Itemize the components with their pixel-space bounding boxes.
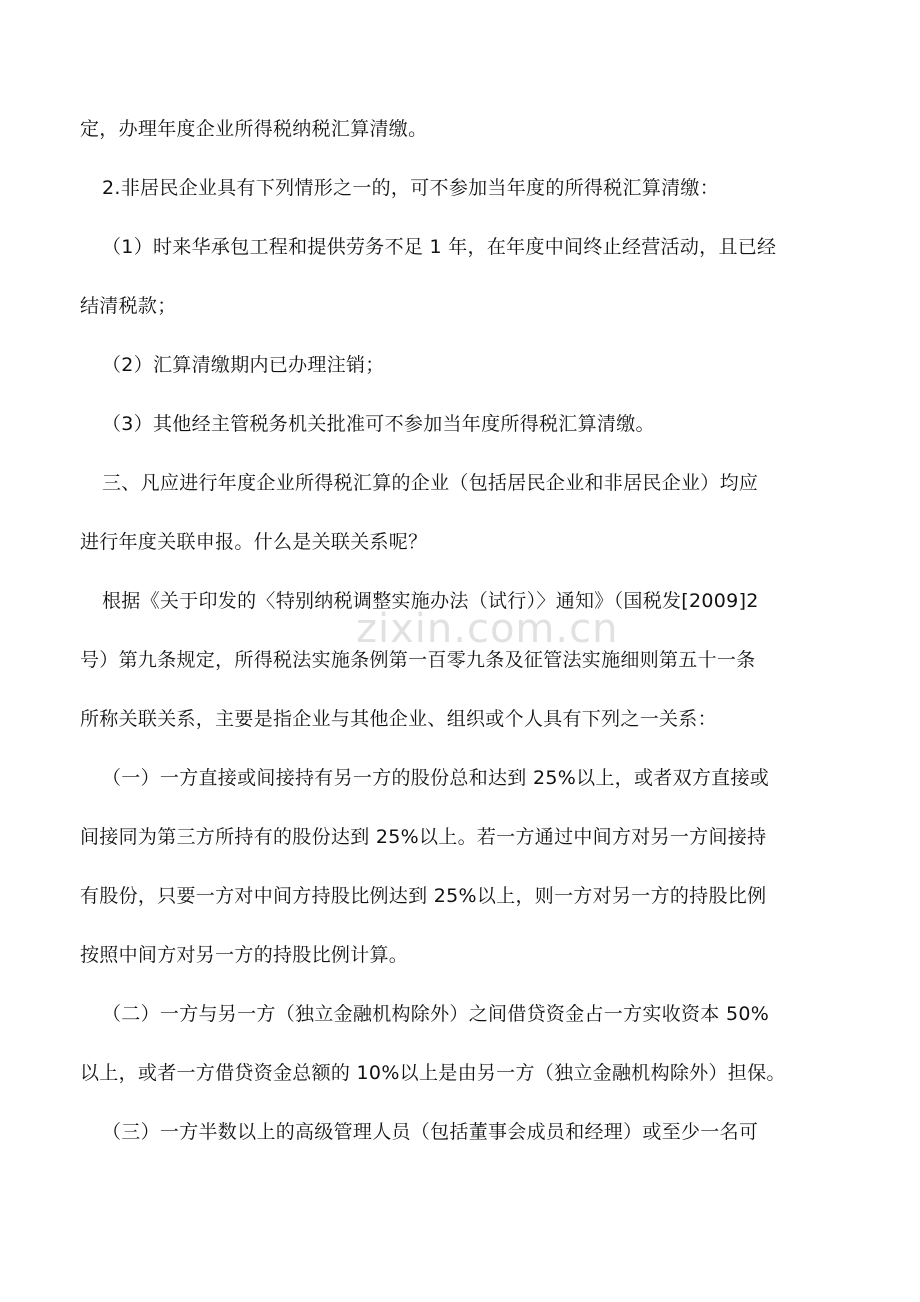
paragraph-5: [80, 409, 842, 439]
text-line: 根据《关于印发的〈特别纳税调整实施办法（试行）〉通知》（国税发[2009]2: [102, 590, 759, 612]
text-line: 三、凡应进行年度企业所得税汇算的企业（包括居民企业和非居民企业）均应: [102, 472, 759, 494]
text-line: 定，办理年度企业所得税纳税汇算清缴。: [80, 118, 428, 140]
watermark: zixin.com.cn: [356, 606, 619, 652]
text-line: 号）第九条规定，所得税法实施条例第一百零九条及征管法实施细则第五十一条: [80, 649, 756, 671]
text-line: 进行年度关联申报。什么是关联关系呢？: [80, 531, 428, 553]
paragraph-7: [80, 586, 842, 734]
text-line: （1）时来华承包工程和提供劳务不足 1 年，在年度中间终止经营活动，且已经: [102, 236, 777, 258]
paragraph-9: [80, 999, 842, 1088]
paragraph-10: [80, 1117, 842, 1147]
text-line: 以上，或者一方借贷资金总额的 10%以上是由另一方（独立金融机构除外）担保。: [80, 1062, 786, 1084]
text-line: 2.非居民企业具有下列情形之一的，可不参加当年度的所得税汇算清缴：: [102, 177, 720, 199]
text-line: 间接同为第三方所持有的股份达到 25%以上。若一方通过中间方对另一方间接持: [80, 826, 767, 848]
text-line: （3）其他经主管税务机关批准可不参加当年度所得税汇算清缴。: [102, 413, 655, 435]
paragraph-6: [80, 468, 842, 557]
text-line: 结清税款；: [80, 295, 177, 317]
text-line: （2）汇算清缴期内已办理注销；: [102, 354, 385, 376]
text-line: （二）一方与另一方（独立金融机构除外）之间借贷资金占一方实收资本 50%: [102, 1003, 770, 1025]
text-line: （三）一方半数以上的高级管理人员（包括董事会成员和经理）或至少一名可: [102, 1121, 759, 1143]
paragraph-8: [80, 763, 842, 970]
paragraph-4: [80, 350, 842, 380]
paragraph-3: [80, 232, 842, 321]
text-line: 按照中间方对另一方的持股比例计算。: [80, 944, 409, 966]
paragraph-1: [80, 114, 842, 144]
document-body: [80, 114, 842, 1176]
paragraph-2: [80, 173, 842, 203]
text-line: （一）一方直接或间接持有另一方的股份总和达到 25%以上，或者双方直接或: [102, 767, 770, 789]
text-line: 所称关联关系，主要是指企业与其他企业、组织或个人具有下列之一关系：: [80, 708, 717, 730]
text-line: 有股份，只要一方对中间方持股比例达到 25%以上，则一方对另一方的持股比例: [80, 885, 767, 907]
